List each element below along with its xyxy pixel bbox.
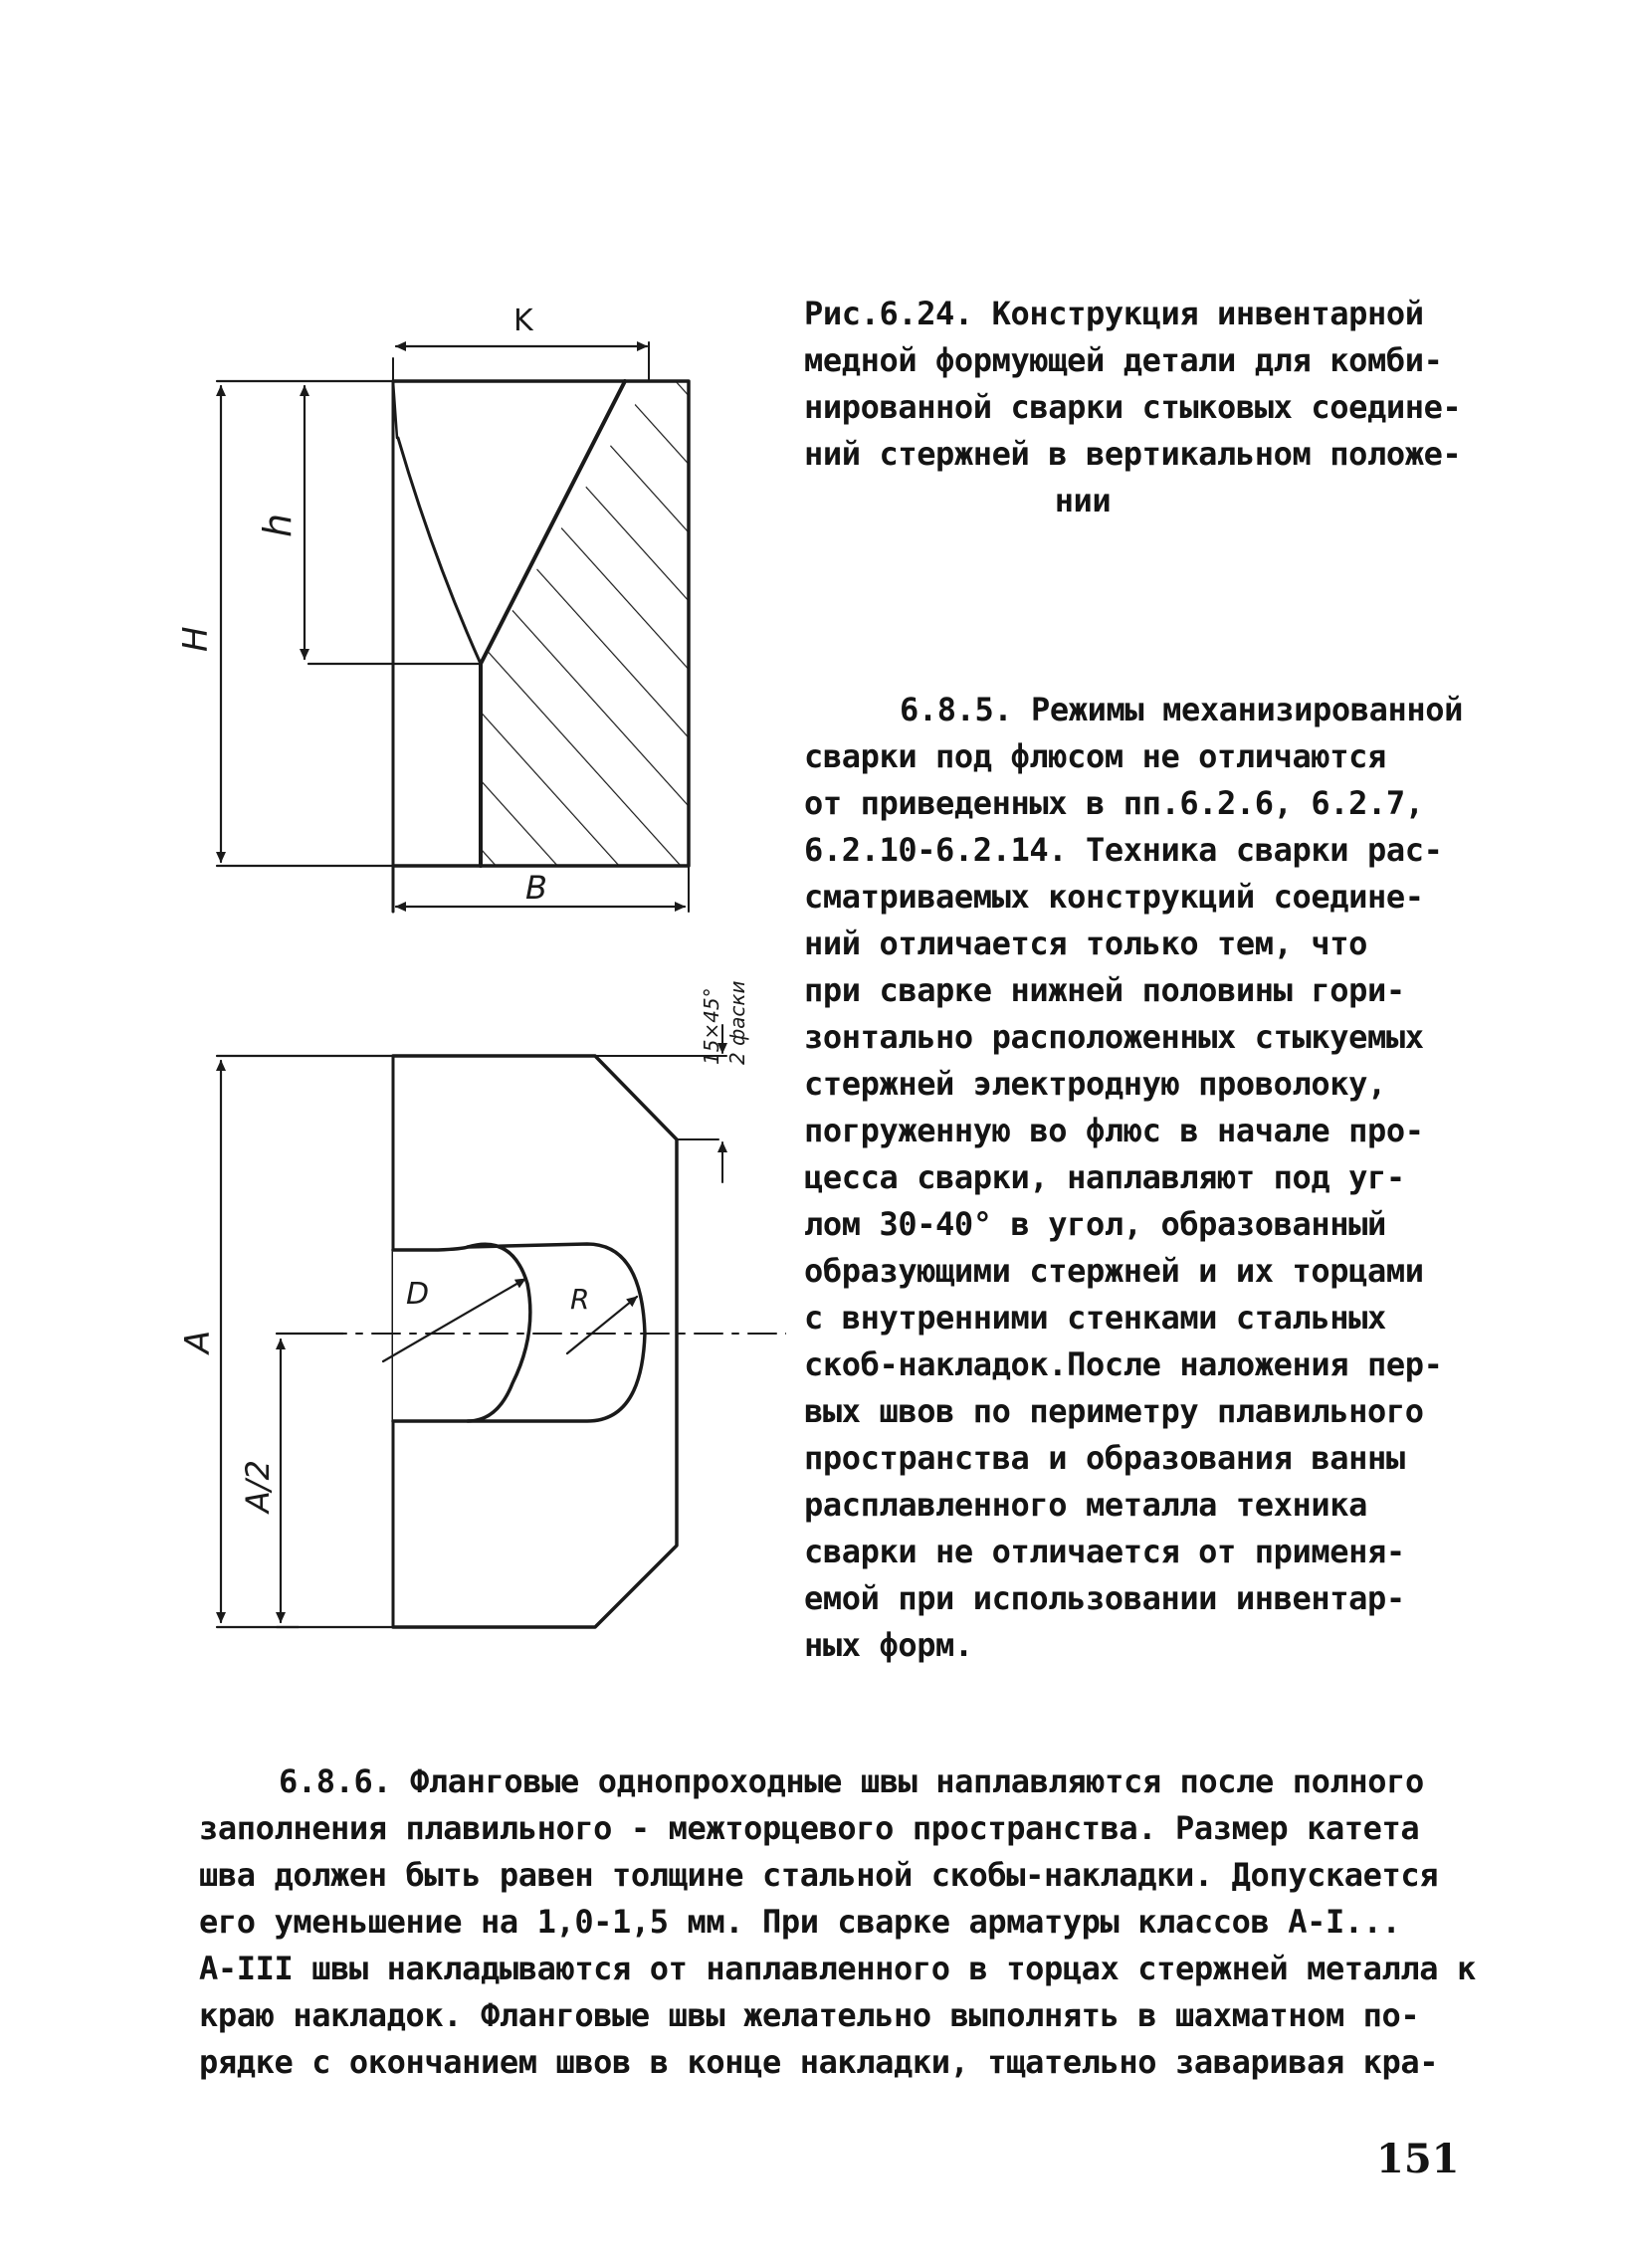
paragraph-line: лом 30-40° в угол, образованный <box>804 1205 1386 1243</box>
figure-caption <box>804 291 1501 524</box>
paragraph-line: сварки не отличается от применя- <box>804 1533 1405 1570</box>
paragraph-line: ний отличается только тем, что <box>804 925 1367 962</box>
label-b: B <box>525 869 547 907</box>
paragraph-line: сматриваемых конструкций соедине- <box>804 878 1424 916</box>
paragraph-line: емой при использовании инвентар- <box>804 1579 1405 1617</box>
hatched-section <box>481 381 689 866</box>
label-chamfer-note: 2 фаски <box>725 980 749 1065</box>
paragraph-line: рядке с окончанием швов в конце накладки, тщательно заваривая кра- <box>199 2043 1439 2081</box>
paragraph-line: погруженную во флюс в начале про- <box>804 1112 1424 1149</box>
lower-view <box>217 1025 786 1627</box>
paragraph-line: с внутренними стенками стальных <box>804 1299 1386 1337</box>
section-6-8-5 <box>804 687 1521 1669</box>
label-a-half: A/2 <box>239 1459 277 1513</box>
label-chamfer-size: 15×45° <box>700 987 723 1065</box>
section-6-8-6 <box>199 1758 1483 2086</box>
paragraph-line: 6.8.6. Фланговые однопроходные швы наплавляются после полного <box>279 1762 1424 1800</box>
page-number: 151 <box>1376 2136 1460 2182</box>
technical-drawing <box>169 299 786 1662</box>
paragraph-line: 6.2.10-6.2.14. Техника сварки рас- <box>804 831 1443 869</box>
label-r: R <box>570 1283 590 1316</box>
caption-line: ний стержней в вертикальном положе- <box>804 435 1462 473</box>
paragraph-line: ных форм. <box>804 1626 973 1664</box>
label-k: K <box>513 304 533 338</box>
paragraph-line: зонтально расположенных стыкуемых <box>804 1018 1424 1056</box>
paragraph-line: его уменьшение на 1,0-1,5 мм. При сварке арматуры классов A-I... <box>199 1903 1401 1941</box>
label-d: D <box>406 1277 430 1312</box>
caption-line: нированной сварки стыковых соедине- <box>804 388 1462 426</box>
label-h-upper: H <box>176 626 216 652</box>
paragraph-line: сварки под флюсом не отличаются <box>804 737 1386 775</box>
paragraph-line: заполнения плавильного - межторцевого пространства. Размер катета <box>199 1809 1420 1847</box>
paragraph-line: пространства и образования ванны <box>804 1439 1405 1477</box>
paragraph-line: при сварке нижней половины гори- <box>804 971 1405 1009</box>
paragraph-line: скоб-накладок.После наложения пер- <box>804 1345 1443 1383</box>
paragraph-line: вых швов по периметру плавильного <box>804 1392 1424 1430</box>
label-h-lower: h <box>256 513 300 537</box>
paragraph-line: от приведенных в пп.6.2.6, 6.2.7, <box>804 784 1424 822</box>
upper-view <box>217 342 689 912</box>
caption-line: Рис.6.24. Конструкция инвентарной <box>804 295 1424 332</box>
paragraph-line: краю накладок. Фланговые швы желательно выполнять в шахматном по- <box>199 1996 1420 2034</box>
drawing-svg <box>169 299 786 1662</box>
paragraph-line: A-III швы накладываются от наплавленного в торцах стержней металла к <box>199 1950 1476 1987</box>
caption-line: нии <box>1054 482 1112 519</box>
paragraph-line: стержней электродную проволоку, <box>804 1065 1386 1103</box>
caption-line: медной формующей детали для комби- <box>804 341 1443 379</box>
paragraph-line: шва должен быть равен толщине стальной скобы-накладки. Допускается <box>199 1856 1439 1894</box>
paragraph-line: цесса сварки, наплавляют под уг- <box>804 1158 1405 1196</box>
label-a: A <box>178 1330 218 1353</box>
paragraph-line: расплавленного металла техника <box>804 1486 1367 1524</box>
paragraph-line: образующими стержней и их торцами <box>804 1252 1424 1290</box>
paragraph-line: 6.8.5. Режимы механизированной <box>900 691 1463 728</box>
